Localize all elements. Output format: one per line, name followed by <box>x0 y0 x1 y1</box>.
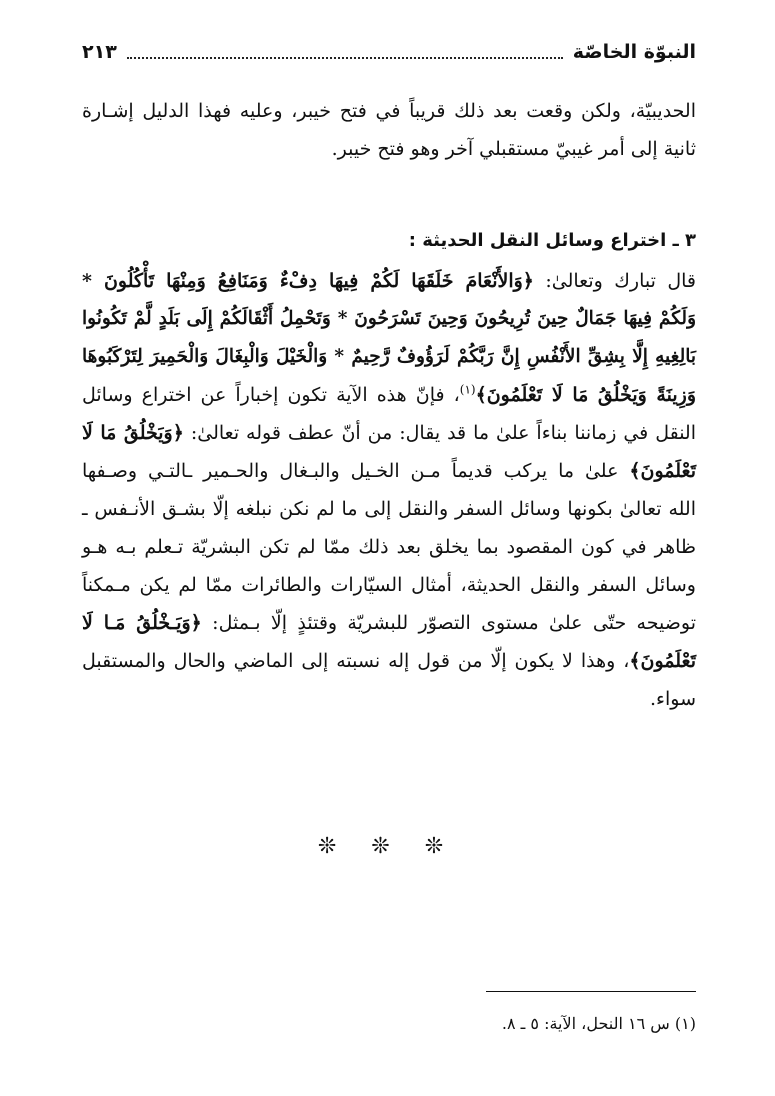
paragraph-main <box>82 262 696 718</box>
quran-verse: ﴿وَيَـخْلُقُ مَـا لَا <box>82 612 202 634</box>
quran-verse: بَالِغِيهِ إِلَّا بِشِقِّ الأَنْفُسِ إِنَّ رَبَّكُمْ لَرَؤُوفٌ رَّحِيمٌ * وَالْخَيْلَ وَالْبِغَالَ وَالْحَمِيرَ لِتَرْكَبُوهَا <box>82 346 696 367</box>
quran-verse: ﴿وَالأَنْعَامَ خَلَقَهَا لَكُمْ فِيهَا دِفْءٌ وَمَنَافِعُ وَمِنْهَا تَأْكُلُونَ * <box>82 270 534 292</box>
quran-verse: وَزِينَةً وَيَخْلُقُ مَا لَا تَعْلَمُونَ﴾ <box>475 384 696 406</box>
quran-verse: ﴿وَيَخْلُقُ مَا لَا <box>82 422 184 444</box>
header-dot-leader <box>127 45 563 59</box>
quran-verse: تَعْلَمُونَ﴾ <box>629 650 696 672</box>
quran-verse: تَعْلَمُونَ﴾ <box>629 460 696 482</box>
text-line: الحديبيّة، ولكن وقعت بعد ذلك قريباً في فتح خيبر، وعليه فهذا الدليل إشـارة <box>82 100 696 122</box>
paragraph-continuation <box>82 92 696 168</box>
quran-verse: وَلَكُمْ فِيهَا جَمَالٌ حِينَ تُرِيحُونَ وَحِينَ تَسْرَحُونَ * وَتَحْمِلُ أَثْقَالَكُمْ إِلَى بَلَدٍ لَّمْ تَكُونُوا <box>82 308 696 329</box>
footnote-reference[interactable]: (١) <box>459 382 476 397</box>
text-line <box>82 300 696 338</box>
text-line: الله تعالىٰ بكونها وسائل السفر والنقل إلى ما لم نكن نبلغه إلّا بشـق الأنـفس ـ <box>82 498 696 520</box>
text-line <box>82 604 696 642</box>
text-line <box>82 642 696 680</box>
text-line <box>82 262 696 300</box>
body-text: قال تبارك وتعالىٰ: <box>533 270 696 292</box>
text-line: وسائل السفر والنقل الحديثة، أمثال السيّارات والطائرات ممّا لم يكن مـمكناً <box>82 574 696 596</box>
text-line: سواء. <box>650 688 696 710</box>
page-number: ٢١٣ <box>82 41 117 63</box>
body-text: ، فإنّ هذه الآية تكون إخباراً عن اختراع وسائل <box>82 384 460 406</box>
footnote: (١) س ١٦ النحل، الآية: ٥ ـ ٨. <box>501 1014 696 1033</box>
text-line <box>82 414 696 452</box>
running-header <box>82 36 696 68</box>
text-line: ثانية إلى أمر غيبيّ مستقبلي آخر وهو فتح خيبر. <box>331 138 696 160</box>
text-line: ظاهر في كون المقصود بما يخلق بعد ذلك ممّا لم تكن البشريّة تـعلم بـه هـو <box>82 536 696 558</box>
body-text: ، وهذا لا يكون إلّا من قول إله نسبته إلى الماضي والحال والمستقبل <box>82 650 630 672</box>
body-text: النقل في زماننا بناءاً علىٰ ما قد يقال: من أنّ عطف قوله تعالىٰ: <box>183 422 697 444</box>
section-separator-stars: ❊ ❊ ❊ <box>317 834 458 859</box>
section-heading: ٣ ـ اختراع وسائل النقل الحديثة : <box>408 230 696 251</box>
text-line <box>82 338 696 376</box>
body-text: علىٰ ما يركب قديماً مـن الخـيل والبـغال والحـمير ـالتـي وصـفها <box>82 460 630 482</box>
footnote-divider <box>486 991 696 992</box>
chapter-title: النبوّة الخاصّة <box>572 41 696 63</box>
text-line <box>82 376 696 414</box>
body-text: توضيحه حتّى علىٰ مستوى التصوّر للبشريّة وقتئذٍ إلّا بـمثل: <box>201 612 696 634</box>
text-line <box>82 452 696 490</box>
